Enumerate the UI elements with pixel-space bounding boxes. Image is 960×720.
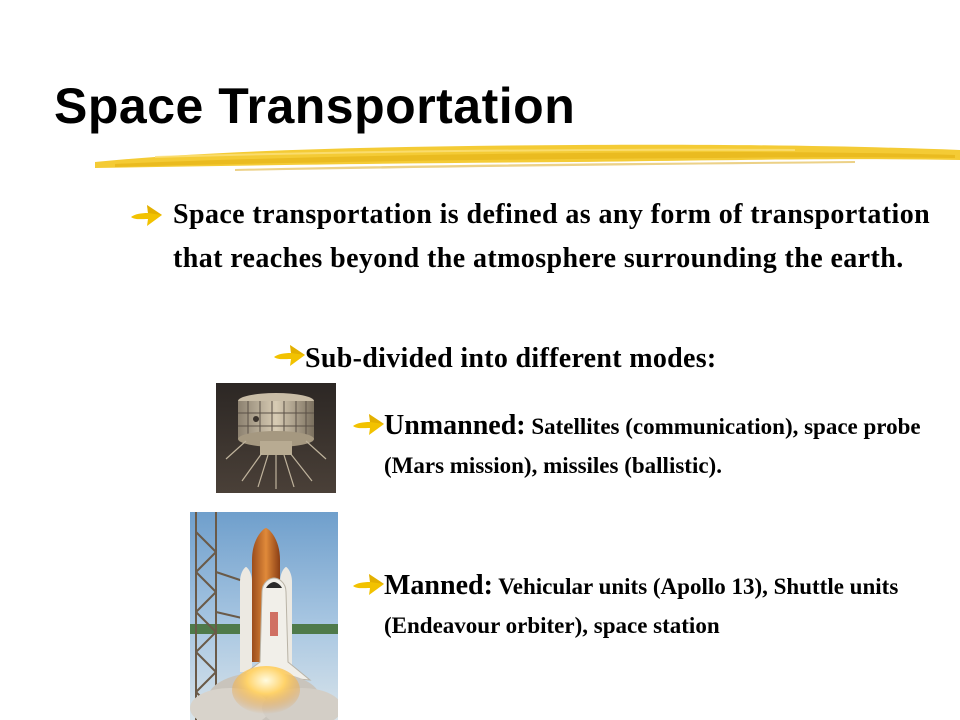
- arrow-right-icon: [351, 410, 385, 438]
- manned-label: Manned:: [384, 570, 493, 601]
- bullet-manned: [384, 566, 944, 645]
- manned-text: Vehicular units (Apollo 13), Shuttle units (Endeavour orbiter), space station: [384, 574, 899, 638]
- bullet-modes: Sub-divided into different modes:: [305, 343, 717, 374]
- bullet-unmanned: [384, 406, 944, 485]
- space-shuttle-photo: [190, 512, 338, 720]
- satellite-photo: [216, 383, 336, 493]
- arrow-right-icon: [272, 341, 306, 369]
- arrow-right-icon: [351, 570, 385, 598]
- bullet-definition: Space transportation is defined as any form of transportation that reaches beyond the atmosphere surrounding the earth.: [173, 199, 931, 274]
- title-underline: [95, 134, 960, 176]
- arrow-right-icon: [129, 201, 163, 229]
- unmanned-label: Unmanned:: [384, 410, 526, 441]
- unmanned-text: Satellites (communication), space probe (Mars mission), missiles (ballistic).: [384, 414, 921, 478]
- slide-title: Space Transportation: [54, 78, 576, 134]
